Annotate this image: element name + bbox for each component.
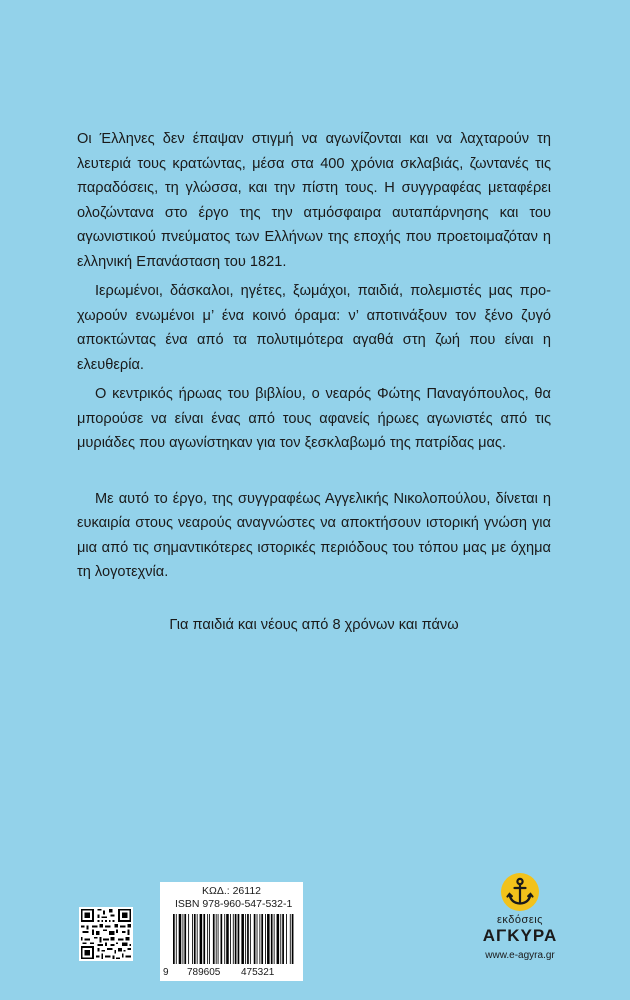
description-block xyxy=(77,127,551,637)
publisher-website-link[interactable]: www.e-agyra.gr xyxy=(485,950,555,961)
publisher-name: ΑΓΚΥΡΑ xyxy=(482,926,558,945)
description-paragraph-2: Ιερωμένοι, δάσκαλοι, ηγέτες, ξωμάχοι, παιδιά, πολεμιστές μας προχωρούν ενωμένοι μ’ ένα κοινό όραμα: ν’ αποτινάξουν τον ξένο ζυγό αποκτώντας ένα από τα πολυτιμότερα αγαθά στη ζωή που είναι η ελευθερία. xyxy=(77,283,551,373)
isbn-barcode xyxy=(173,914,294,964)
description-paragraph-4: Με αυτό το έργο, της συγγραφέως Αγγελικής Νικολοπούλου, δίνεται η ευκαιρία στους νεαρούς αναγνώστες να αποκτήσουν ιστορική γνώση για μια από τις σημαντικότερες ιστορικές περιόδους του τόπου μας με όχημα τη λογοτεχνία. xyxy=(77,490,551,580)
description-paragraph-1: Οι Έλληνες δεν έπαψαν στιγμή να αγωνίζονται και να λαχταρούν τη λευτεριά τους κρατώντας, μέσα στα 400 χρόνια σκλαβιάς, ζωντανές τις παραδόσεις, τη γλώσσα, και την πίστη τους. Η συγγραφέας μεταφέρει ολοζώντανα στο έργο της την ατμόσφαιρα αυταπάρνησης και του αγωνιστικού πνεύματος των Ελλήνων της εποχής που προετοιμαζόταν η ελληνική Επανάσταση του 1821. xyxy=(77,131,551,270)
age-tagline: Για παιδιά και νέους από 8 χρόνων και πάνω xyxy=(169,616,459,633)
barcode-digits-left: 789605 xyxy=(187,967,221,978)
isbn-number: ISBN 978-960-547-532-1 xyxy=(175,898,293,910)
barcode-label xyxy=(160,882,303,981)
anchor-icon xyxy=(500,872,540,912)
publisher-prefix: εκδόσεις xyxy=(497,914,543,926)
qr-code[interactable] xyxy=(79,907,133,961)
product-code: ΚΩΔ.: 26112 xyxy=(201,885,262,897)
barcode-digit-first: 9 xyxy=(163,967,169,978)
publisher-logo-block xyxy=(460,872,580,963)
barcode-digits-right: 475321 xyxy=(241,967,275,978)
description-paragraph-3: Ο κεντρικός ήρωας του βιβλίου, ο νεαρός Φώτης Παναγόπουλος, θα μπορούσε να είναι ένας από τους αφανείς ήρωες αγωνιστές από τις μυριάδες που αγωνίστηκαν για τον ξεσκλαβωμό της πατρίδας μας. xyxy=(77,386,551,451)
